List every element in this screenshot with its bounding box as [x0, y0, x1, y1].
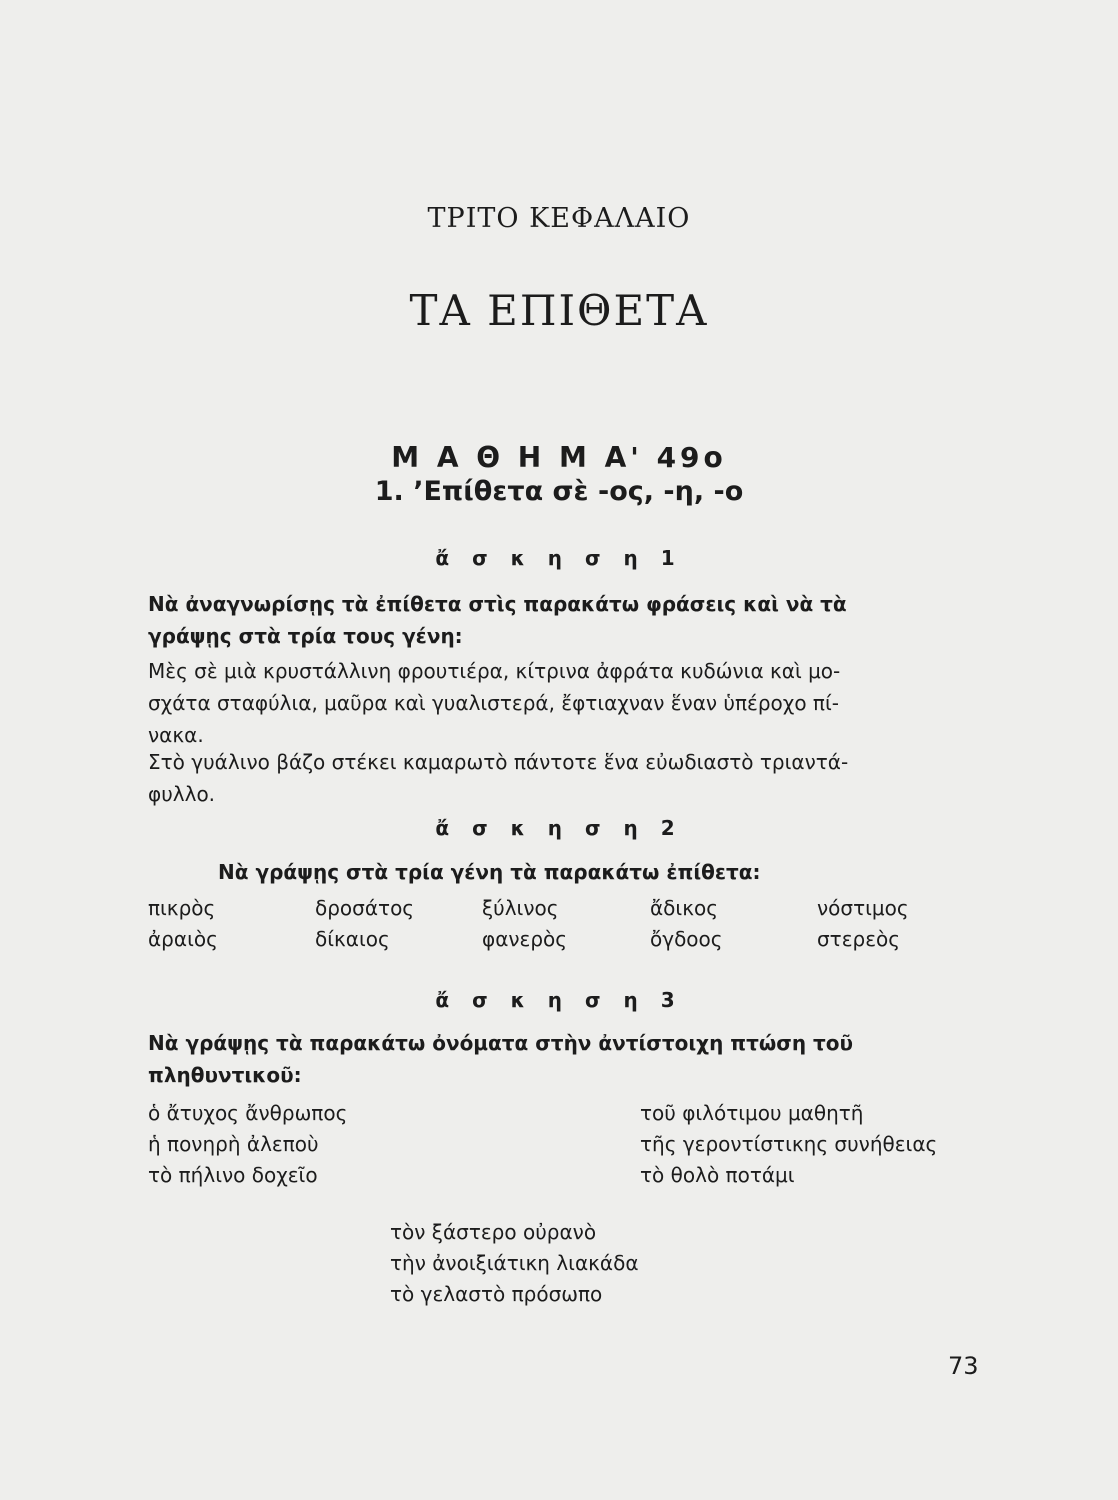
exercise-2-heading: ἄ σ κ η σ η 2	[435, 816, 683, 840]
noun-phrase: τὸ γελαστὸ πρόσωπο	[390, 1282, 603, 1306]
text-line: σχάτα σταφύλια, μαῦρα καὶ γυαλιστερά, ἔφτιαχναν ἕναν ὑπέροχο πί-	[148, 691, 839, 715]
text-line: Στὸ γυάλινο βάζο στέκει καμαρωτὸ πάντοτε ἕνα εὐωδιαστὸ τριαντά-	[148, 750, 849, 774]
adjective-word: νόστιμος	[817, 896, 909, 920]
adjective-word: πικρὸς	[148, 896, 216, 920]
noun-phrase: τοῦ φιλότιμου μαθητῆ	[640, 1101, 864, 1125]
lesson-heading: Μ Α Θ Η Μ Α' 49ο	[391, 441, 727, 474]
instruction-line: Νὰ ἀναγνωρίσῃς τὰ ἐπίθετα στὶς παρακάτω φράσεις καὶ νὰ τὰ	[148, 592, 847, 616]
instruction-line: πληθυντικοῦ:	[148, 1063, 302, 1087]
noun-phrase: ἡ πονηρὴ ἀλεποὺ	[148, 1132, 319, 1156]
exercise-1-instruction	[148, 588, 983, 652]
main-title: ΤΑ ΕΠΙΘΕΤΑ	[409, 286, 709, 335]
instruction-line: Νὰ γράψῃς τὰ παρακάτω ὀνόματα στὴν ἀντίστοιχη πτώση τοῦ	[148, 1031, 854, 1055]
exercise-1-heading: ἄ σ κ η σ η 1	[435, 546, 683, 570]
adjective-word: δροσάτος	[315, 896, 415, 920]
exercise-3-instruction	[148, 1027, 983, 1091]
adjective-word: ἄδικος	[650, 896, 718, 920]
noun-phrase: τὸν ξάστερο οὐρανὸ	[390, 1220, 597, 1244]
text-line: νακα.	[148, 723, 204, 747]
page-number: 73	[948, 1352, 979, 1380]
exercise-3-heading: ἄ σ κ η σ η 3	[435, 988, 683, 1012]
adjective-word: ὄγδοος	[650, 927, 723, 951]
noun-phrase: ὁ ἄτυχος ἄνθρωπος	[148, 1101, 348, 1125]
text-line: φυλλο.	[148, 782, 216, 806]
exercise-2-instruction: Νὰ γράψῃς στὰ τρία γένη τὰ παρακάτω ἐπίθετα:	[218, 860, 761, 884]
exercise-1-paragraph-2	[148, 746, 983, 810]
noun-phrase: τὸ πήλινο δοχεῖο	[148, 1163, 318, 1187]
adjective-word: φανερὸς	[482, 927, 568, 951]
adjective-word: δίκαιος	[315, 927, 390, 951]
text-line: Μὲς σὲ μιὰ κρυστάλλινη φρουτιέρα, κίτρινα ἀφράτα κυδώνια καὶ μο-	[148, 659, 841, 683]
section-title: 1. ʼΕπίθετα σὲ -ος, -η, -ο	[374, 476, 744, 507]
chapter-heading: ΤΡΙΤΟ ΚΕΦΑΛΑΙΟ	[427, 203, 691, 234]
adjective-word: στερεὸς	[817, 927, 901, 951]
noun-phrase: τὴν ἀνοιξιάτικη λιακάδα	[390, 1251, 639, 1275]
instruction-line: γράψῃς στὰ τρία τους γένη:	[148, 624, 463, 648]
noun-phrase: τῆς γεροντίστικης συνήθειας	[640, 1132, 938, 1156]
adjective-word: ξύλινος	[482, 896, 559, 920]
adjective-word: ἀραιὸς	[148, 927, 218, 951]
exercise-1-paragraph-1	[148, 655, 983, 751]
noun-phrase: τὸ θολὸ ποτάμι	[640, 1163, 795, 1187]
